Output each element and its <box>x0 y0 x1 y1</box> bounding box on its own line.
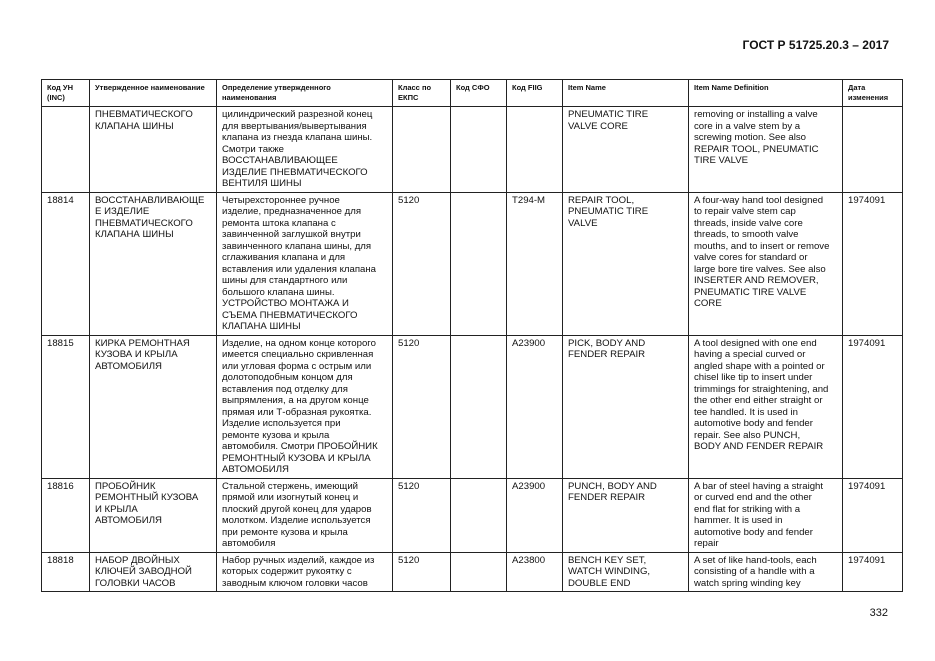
cell-item-definition: A bar of steel having a straight or curved end and the other end flat for striking with a hammer. It is used in automotive body and fender repair <box>689 478 843 552</box>
column-header-item-name: Item Name <box>563 80 689 107</box>
cell-sfo <box>451 552 507 592</box>
cell-item-name: BENCH KEY SET, WATCH WINDING, DOUBLE END <box>563 552 689 592</box>
cell-fiig: A23900 <box>507 335 563 478</box>
table-row <box>42 107 903 193</box>
cell-item-name: REPAIR TOOL, PNEUMATIC TIRE VALVE <box>563 192 689 335</box>
cell-item-name: PNEUMATIC TIRE VALVE CORE <box>563 107 689 193</box>
nomenclature-table <box>41 79 903 592</box>
cell-item-name: PUNCH, BODY AND FENDER REPAIR <box>563 478 689 552</box>
cell-class: 5120 <box>393 192 451 335</box>
cell-item-definition: A four-way hand tool designed to repair valve stem cap threads, inside valve core threads, to smooth valve mouths, and to insert or remove valve cores for standard or large bore tire valves. See also INSERTER AND REMOVER, PNEUMATIC TIRE VALVE CORE <box>689 192 843 335</box>
cell-fiig: A23800 <box>507 552 563 592</box>
cell-inc: 18816 <box>42 478 90 552</box>
cell-sfo <box>451 192 507 335</box>
cell-class: 5120 <box>393 335 451 478</box>
cell-fiig <box>507 107 563 193</box>
column-header-item-definition: Item Name Definition <box>689 80 843 107</box>
cell-sfo <box>451 335 507 478</box>
cell-definition: Изделие, на одном конце которого имеется специально скривленная или угловая форма с острым или долотоподобным концом для вставления под отделку для выпрямления, а на другом конце прямая или Т-образная рукоятка. Изделие используется при ремонте кузова и крыла автомобиля. Смотри ПРОБОЙНИК РЕМОНТНЫЙ КУЗОВА И КРЫЛА АВТОМОБИЛЯ <box>217 335 393 478</box>
cell-name: НАБОР ДВОЙНЫХ КЛЮЧЕЙ ЗАВОДНОЙ ГОЛОВКИ ЧАСОВ <box>90 552 217 592</box>
column-header-name: Утвержденное наименование <box>90 80 217 107</box>
cell-item-name: PICK, BODY AND FENDER REPAIR <box>563 335 689 478</box>
cell-definition: Четырехстороннее ручное изделие, предназначенное для ремонта штока клапана с завинченной заглушкой внутри завинченного клапана шины, для сглаживания клапана и для вставления или удаления клапана шины для стандартного или большого клапана шины. УСТРОЙСТВО МОНТАЖА И СЪЕМА ПНЕВМАТИЧЕСКОГО КЛАПАНА ШИНЫ <box>217 192 393 335</box>
column-header-sfo: Код СФО <box>451 80 507 107</box>
cell-date: 1974091 <box>843 335 903 478</box>
document-code: ГОСТ Р 51725.20.3 – 2017 <box>742 38 889 52</box>
cell-definition: Набор ручных изделий, каждое из которых содержит рукоятку с заводным ключом головки часов <box>217 552 393 592</box>
column-header-inc: Код УН (INC) <box>42 80 90 107</box>
cell-item-definition: A set of like hand-tools, each consisting of a handle with a watch spring winding key <box>689 552 843 592</box>
cell-name: ПРОБОЙНИК РЕМОНТНЫЙ КУЗОВА И КРЫЛА АВТОМОБИЛЯ <box>90 478 217 552</box>
cell-item-definition: A tool designed with one end having a special curved or angled shape with a pointed or chisel like tip to insert under trimmings for straightening, and the other end either straight or tee handled. It is used in automotive body and fender repair. See also PUNCH, BODY AND FENDER REPAIR <box>689 335 843 478</box>
cell-definition: цилиндрический разрезной конец для ввертывания/вывертывания клапана из гнезда клапана шины. Смотри также ВОССТАНАВЛИВАЮЩЕЕ ИЗДЕЛИЕ ПНЕВМАТИЧЕСКОГО ВЕНТИЛЯ ШИНЫ <box>217 107 393 193</box>
cell-date <box>843 107 903 193</box>
cell-name: ВОССТАНАВЛИВАЮЩЕ Е ИЗДЕЛИЕ ПНЕВМАТИЧЕСКОГО КЛАПАНА ШИНЫ <box>90 192 217 335</box>
cell-name: КИРКА РЕМОНТНАЯ КУЗОВА И КРЫЛА АВТОМОБИЛЯ <box>90 335 217 478</box>
cell-sfo <box>451 107 507 193</box>
column-header-definition: Определение утвержденного наименования <box>217 80 393 107</box>
cell-fiig: T294-M <box>507 192 563 335</box>
cell-date: 1974091 <box>843 478 903 552</box>
column-header-fiig: Код FIIG <box>507 80 563 107</box>
table-header-row <box>42 80 903 107</box>
table-row <box>42 478 903 552</box>
page-number: 332 <box>869 607 888 619</box>
cell-inc: 18815 <box>42 335 90 478</box>
column-header-class: Класс по ЕКПС <box>393 80 451 107</box>
table-row <box>42 335 903 478</box>
cell-date: 1974091 <box>843 192 903 335</box>
cell-class: 5120 <box>393 478 451 552</box>
cell-inc <box>42 107 90 193</box>
cell-inc: 18814 <box>42 192 90 335</box>
cell-date: 1974091 <box>843 552 903 592</box>
cell-fiig: A23900 <box>507 478 563 552</box>
cell-class: 5120 <box>393 552 451 592</box>
table-row <box>42 192 903 335</box>
cell-item-definition: removing or installing a valve core in a valve stem by a screwing motion. See also REPAIR TOOL, PNEUMATIC TIRE VALVE <box>689 107 843 193</box>
cell-class <box>393 107 451 193</box>
cell-sfo <box>451 478 507 552</box>
column-header-date: Дата изменения <box>843 80 903 107</box>
table-row <box>42 552 903 592</box>
cell-name: ПНЕВМАТИЧЕСКОГО КЛАПАНА ШИНЫ <box>90 107 217 193</box>
cell-definition: Стальной стержень, имеющий прямой или изогнутый конец и плоский другой конец для ударов молотком. Изделие используется при ремонте кузова и крыла автомобиля <box>217 478 393 552</box>
cell-inc: 18818 <box>42 552 90 592</box>
